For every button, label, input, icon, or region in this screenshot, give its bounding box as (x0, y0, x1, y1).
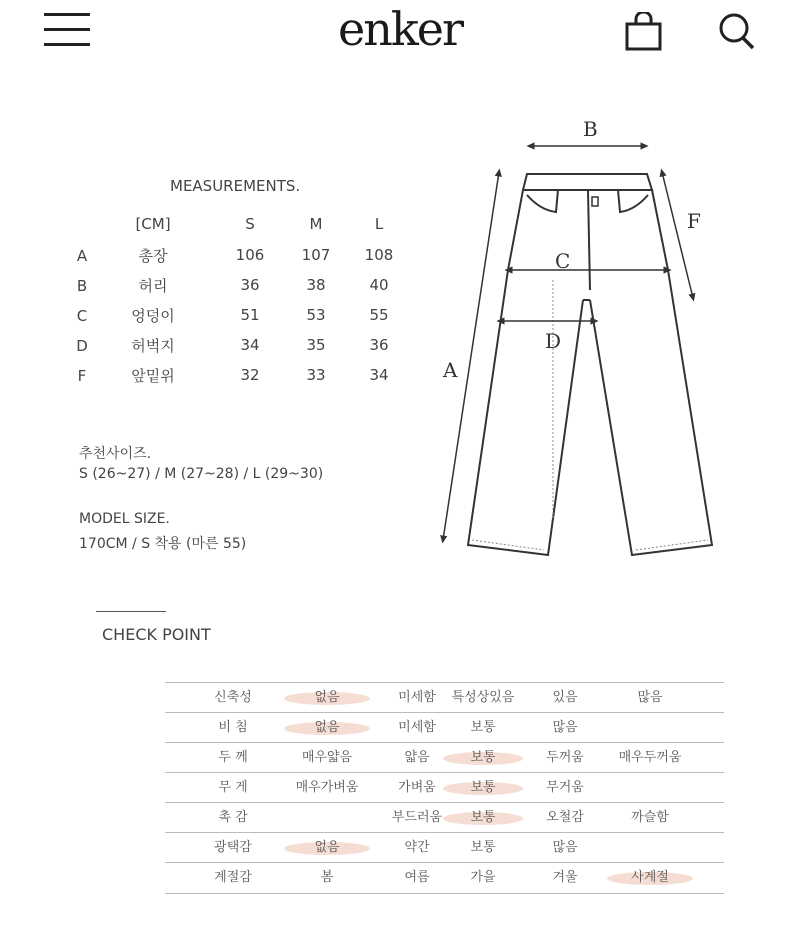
row-value: 40 (369, 276, 389, 294)
check-point-title: CHECK POINT (102, 625, 211, 644)
check-point-option: 없음 (314, 720, 340, 735)
check-point-option: 부드러움 (391, 810, 443, 825)
row-value: 53 (306, 306, 326, 324)
brand-logo[interactable]: enker (338, 2, 462, 56)
search-icon[interactable] (716, 10, 758, 52)
row-name: 엉덩이 (131, 307, 175, 325)
check-point-option: 많음 (637, 690, 663, 705)
check-point-option (600, 833, 700, 863)
check-point-row (165, 802, 724, 833)
check-point-option: 보통 (470, 720, 496, 735)
check-point-option: 있음 (552, 690, 578, 705)
row-letter: F (77, 367, 87, 385)
row-value: 38 (306, 276, 326, 294)
check-point-row (165, 772, 724, 803)
row-value: 34 (369, 366, 389, 384)
row-value: 36 (240, 276, 260, 294)
measurements-title: MEASUREMENTS. (170, 177, 301, 195)
check-point-option: 미세함 (398, 720, 436, 735)
check-point-option: 보통 (470, 810, 496, 825)
unit-header: [CM] (135, 215, 171, 233)
diagram-label-a: A (443, 358, 458, 382)
check-point-option: 보통 (470, 840, 496, 855)
check-point-row (165, 712, 724, 743)
row-value: 34 (240, 336, 260, 354)
check-point-option: 미세함 (398, 690, 436, 705)
model-size-label: MODEL SIZE. (79, 511, 170, 527)
pants-measurement-diagram (430, 105, 730, 575)
check-point-option: 특성상있음 (451, 690, 515, 705)
check-point-option (600, 713, 700, 743)
check-point-option: 많음 (552, 840, 578, 855)
row-name: 총장 (138, 247, 168, 265)
row-value: 35 (306, 336, 326, 354)
check-point-label: 신축성 (214, 690, 252, 705)
diagram-label-b: B (583, 117, 598, 141)
check-point-option: 없음 (314, 690, 340, 705)
check-point-divider (96, 611, 166, 612)
check-point-row (165, 862, 724, 894)
row-name: 앞밑위 (131, 367, 175, 385)
check-point-row (165, 682, 724, 713)
row-value: 32 (240, 366, 260, 384)
row-value: 33 (306, 366, 326, 384)
check-point-label: 무 게 (218, 780, 248, 795)
row-letter: D (76, 337, 88, 355)
check-point-option: 얇음 (404, 750, 430, 765)
check-point-label: 광택감 (214, 840, 252, 855)
row-value: 106 (235, 246, 265, 264)
shopping-bag-icon[interactable] (624, 12, 664, 52)
check-point-option: 보통 (470, 780, 496, 795)
check-point-option: 많음 (552, 720, 578, 735)
row-letter: B (76, 277, 88, 295)
check-point-label: 계절감 (214, 870, 252, 885)
check-point-option: 사계절 (631, 870, 669, 885)
check-point-option: 가을 (470, 870, 496, 885)
check-point-label: 촉 감 (218, 810, 248, 825)
check-point-option: 까슬함 (631, 810, 669, 825)
check-point-option: 가벼움 (398, 780, 436, 795)
row-letter: C (76, 307, 88, 325)
size-header-m: M (309, 215, 323, 233)
check-point-option (277, 803, 377, 833)
check-point-option: 없음 (314, 840, 340, 855)
row-name: 허벅지 (131, 337, 175, 355)
check-point-option: 약간 (404, 840, 430, 855)
row-value: 36 (369, 336, 389, 354)
check-point-option: 여름 (404, 870, 430, 885)
row-value: 51 (240, 306, 260, 324)
recommended-size-label: 추천사이즈. (79, 446, 152, 462)
check-point-option: 매우가벼움 (295, 780, 359, 795)
check-point-option (600, 773, 700, 803)
model-size-value: 170CM / S 착용 (마른 55) (79, 536, 247, 552)
check-point-option: 겨울 (552, 870, 578, 885)
check-point-option: 매우두꺼움 (618, 750, 682, 765)
check-point-option: 무거움 (546, 780, 584, 795)
check-point-row (165, 832, 724, 863)
size-header-l: L (374, 215, 384, 233)
diagram-label-d: D (545, 329, 562, 353)
check-point-option: 봄 (320, 870, 334, 885)
diagram-label-c: C (555, 249, 571, 273)
header (0, 0, 800, 70)
row-value: 108 (364, 246, 394, 264)
row-name: 허리 (138, 277, 168, 295)
check-point-row (165, 742, 724, 773)
diagram-label-f: F (687, 209, 701, 233)
check-point-option: 오철감 (546, 810, 584, 825)
row-value: 55 (369, 306, 389, 324)
row-value: 107 (301, 246, 331, 264)
check-point-label: 비 침 (218, 720, 248, 735)
row-letter: A (76, 247, 88, 265)
check-point-option: 보통 (470, 750, 496, 765)
size-header-s: S (245, 215, 255, 233)
check-point-option: 두꺼움 (546, 750, 584, 765)
check-point-option: 매우얇음 (301, 750, 353, 765)
check-point-label: 두 께 (218, 750, 248, 765)
recommended-size-value: S (26~27) / M (27~28) / L (29~30) (79, 466, 324, 482)
